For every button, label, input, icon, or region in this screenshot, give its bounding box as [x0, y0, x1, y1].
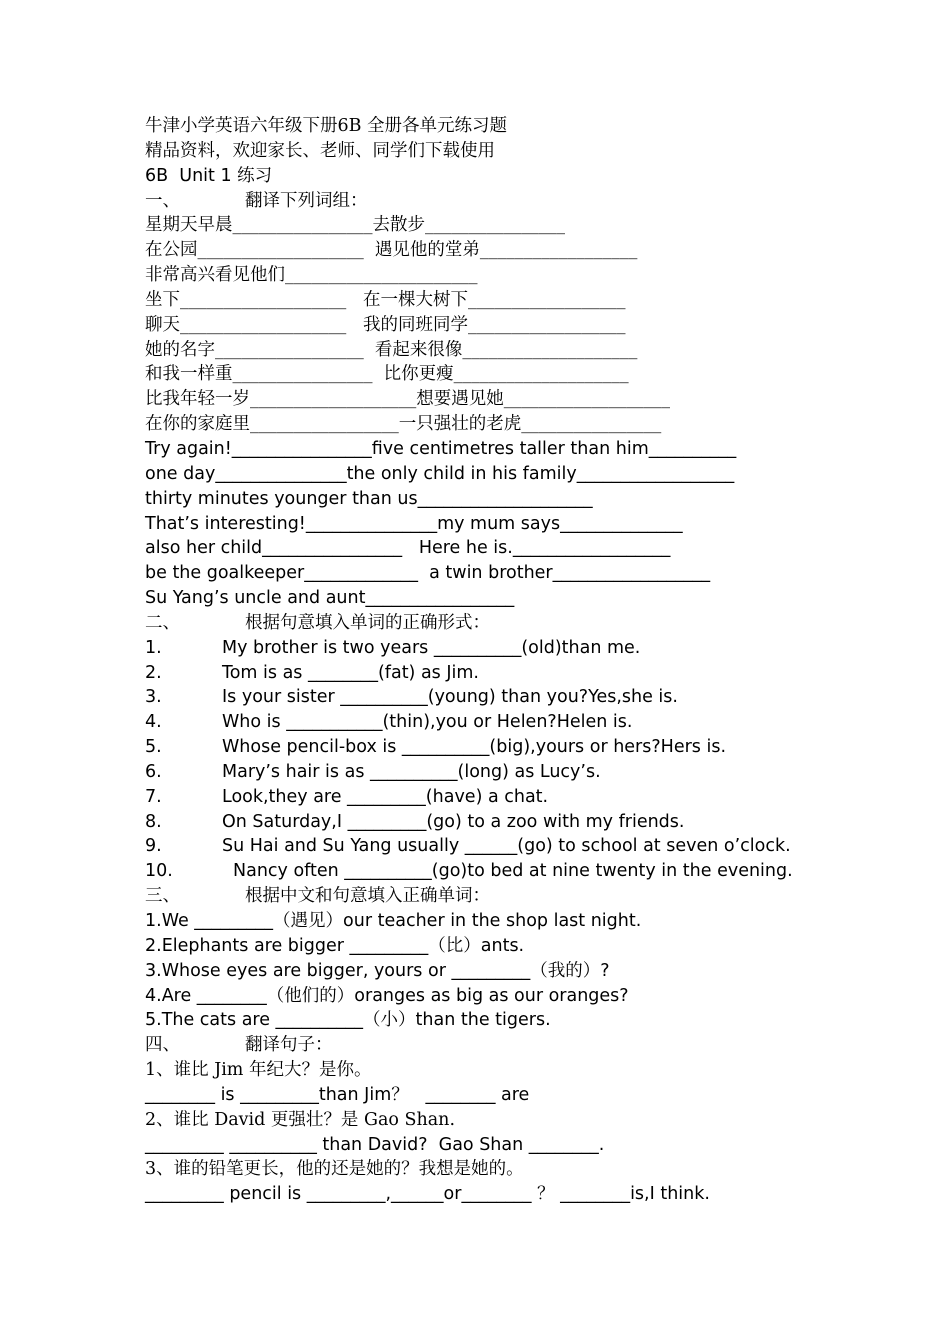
- item-number: 10.: [145, 861, 173, 882]
- exercise-line: 4.Are ________（他们的）oranges as big as our oranges?: [145, 985, 629, 1006]
- item-number: 5.: [145, 737, 162, 758]
- phrase-line: be the goalkeeper_____________ a twin brother__________________: [145, 563, 711, 584]
- translation-prompt: 3、谁的铅笔更长，他的还是她的？我想是她的。: [145, 1159, 524, 1180]
- item-text: Su Hai and Su Yang usually ______(go) to school at seven o’clock.: [222, 836, 791, 857]
- item-number: 4.: [145, 712, 162, 733]
- item-text: Whose pencil-box is __________(big),yours or hers?Hers is.: [222, 737, 727, 758]
- phrase-line: 在公园___________________ 遇见他的堂弟__________________: [145, 240, 638, 261]
- phrase-line: Su Yang’s uncle and aunt_________________: [145, 588, 515, 609]
- phrase-line: That’s interesting!_______________my mum says______________: [145, 513, 683, 534]
- translation-answer-line: _________ __________ than David? Gao Shan ________.: [145, 1134, 605, 1155]
- item-text: My brother is two years __________(old)than me.: [222, 637, 641, 658]
- translation-answer-line: ________ is _________than Jim？ ________ are: [145, 1084, 530, 1105]
- exercise-item: [145, 760, 905, 785]
- phrase-line: 非常高兴看见他们______________________: [145, 265, 478, 286]
- exercise-item: [145, 735, 905, 760]
- item-text: Is your sister __________(young) than you?Yes,she is.: [222, 687, 678, 708]
- section-1-title: 翻译下列词组：: [245, 190, 368, 211]
- exercise-line: 2.Elephants are bigger _________（比）ants.: [145, 935, 525, 956]
- exercise-item: [145, 661, 905, 686]
- phrase-line: 聊天___________________ 我的同班同学__________________: [145, 314, 626, 335]
- translation-prompt: 1、谁比 Jim 年纪大？是你。: [145, 1060, 372, 1081]
- worksheet-content: [145, 114, 905, 1207]
- section-2-number: 二、: [145, 612, 180, 633]
- item-text: On Saturday,I _________(go) to a zoo with my friends.: [222, 811, 685, 832]
- item-text: Tom is as ________(fat) as Jim.: [222, 662, 479, 683]
- exercise-item: [145, 636, 905, 661]
- section-2-title: 根据句意填入单词的正确形式：: [245, 612, 490, 633]
- exercise-line: 3.Whose eyes are bigger, yours or _________（我的）?: [145, 960, 610, 981]
- phrase-line: 比我年轻一岁___________________想要遇见她___________________: [145, 389, 670, 410]
- item-text: Mary’s hair is as __________(long) as Lucy’s.: [222, 761, 601, 782]
- exercise-item: [145, 810, 905, 835]
- unit-heading: 6B Unit 1 练习: [145, 165, 273, 186]
- exercise-line: 1.We _________（遇见）our teacher in the shop last night.: [145, 911, 642, 931]
- section-2-heading: [145, 611, 905, 636]
- item-number: 7.: [145, 786, 162, 807]
- phrase-line: 坐下___________________ 在一棵大树下__________________: [145, 289, 626, 310]
- exercise-item: [145, 785, 905, 810]
- document-subtitle: 精品资料，欢迎家长、老师、同学们下载使用: [145, 140, 495, 161]
- item-text: Nancy often __________(go)to bed at nine twenty in the evening.: [233, 861, 793, 882]
- item-number: 3.: [145, 687, 162, 708]
- document-title: 牛津小学英语六年级下册6B 全册各单元练习题: [145, 116, 508, 136]
- translation-answer-line: _________ pencil is _________,______or________ ？ ________is,I think.: [145, 1184, 710, 1205]
- item-number: 1.: [145, 637, 162, 658]
- phrase-line: thirty minutes younger than us____________________: [145, 488, 593, 509]
- exercise-line: 5.The cats are __________（小）than the tigers.: [145, 1010, 551, 1031]
- translation-prompt: 2、谁比 David 更强壮？是 Gao Shan.: [145, 1109, 456, 1130]
- exercise-item: [145, 859, 905, 884]
- section-3-title: 根据中文和句意填入正确单词：: [245, 886, 490, 907]
- phrase-line: 星期天早晨________________去散步________________: [145, 215, 565, 236]
- section-3-number: 三、: [145, 886, 180, 907]
- phrase-line: 她的名字_________________ 看起来很像____________________: [145, 339, 638, 360]
- phrase-line: also her child________________ Here he is.__________________: [145, 538, 671, 559]
- phrase-line: 在你的家庭里_________________一只强壮的老虎________________: [145, 414, 662, 435]
- section-4-title: 翻译句子：: [245, 1035, 333, 1056]
- item-number: 8.: [145, 811, 162, 832]
- item-number: 6.: [145, 761, 162, 782]
- item-text: Look,they are _________(have) a chat.: [222, 786, 549, 807]
- section-4-heading: [145, 1033, 905, 1058]
- phrase-line: 和我一样重________________ 比你更瘦____________________: [145, 364, 629, 385]
- section-4-number: 四、: [145, 1035, 180, 1056]
- section-1-heading: [145, 189, 905, 214]
- item-number: 9.: [145, 836, 162, 857]
- section-3-heading: [145, 884, 905, 909]
- item-number: 2.: [145, 662, 162, 683]
- item-text: Who is ___________(thin),you or Helen?Helen is.: [222, 712, 633, 733]
- exercise-item: [145, 685, 905, 710]
- phrase-line: one day_______________the only child in his family__________________: [145, 463, 735, 484]
- section-1-number: 一、: [145, 190, 180, 211]
- phrase-line: Try again!________________five centimetres taller than him__________: [145, 438, 737, 459]
- exercise-item: [145, 834, 905, 859]
- exercise-item: [145, 710, 905, 735]
